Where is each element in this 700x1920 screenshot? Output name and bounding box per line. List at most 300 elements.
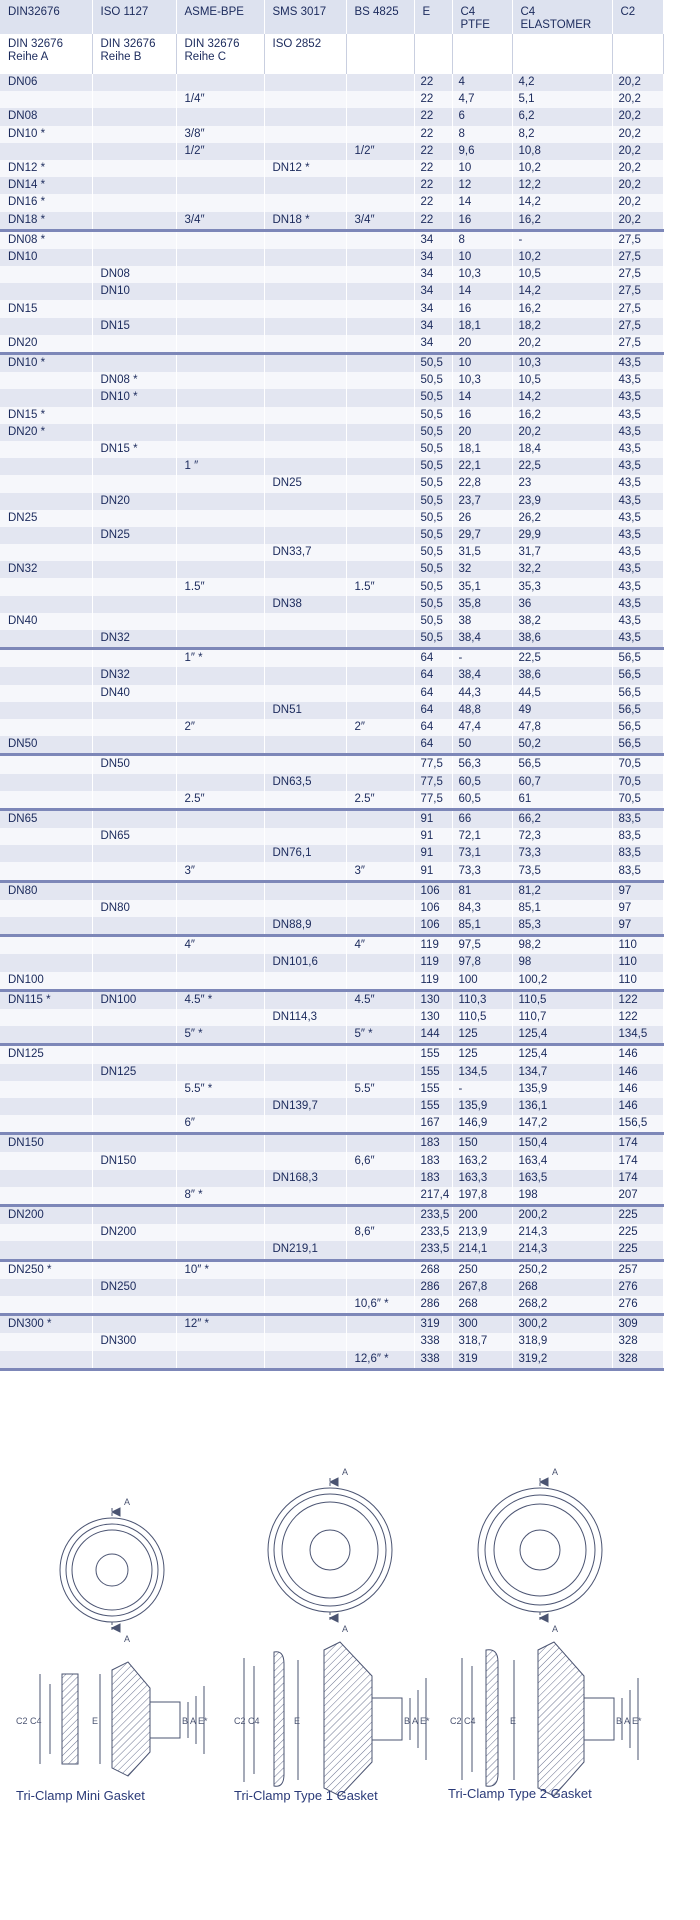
table-cell	[92, 126, 176, 143]
table-cell: DN65	[92, 828, 176, 845]
table-row	[0, 160, 663, 177]
table-cell: 144	[414, 1026, 452, 1045]
table-cell: 43,5	[612, 578, 663, 595]
table-cell: 119	[414, 936, 452, 955]
table-cell: 97	[612, 881, 663, 900]
table-cell	[0, 372, 92, 389]
table-cell	[176, 475, 264, 492]
table-cell: 3/4″	[346, 212, 414, 231]
table-cell: 8,2	[512, 126, 612, 143]
table-cell	[92, 143, 176, 160]
table-cell: 64	[414, 685, 452, 702]
table-cell	[0, 1009, 92, 1026]
table-cell: 214,1	[452, 1241, 512, 1260]
table-cell: DN150	[92, 1152, 176, 1169]
table-cell: 3″	[176, 862, 264, 881]
table-cell	[346, 441, 414, 458]
table-cell	[0, 1187, 92, 1206]
table-cell	[264, 266, 346, 283]
table-cell: 43,5	[612, 493, 663, 510]
table-cell: DN20 *	[0, 424, 92, 441]
table-row	[0, 1064, 663, 1081]
table-cell: 134,5	[452, 1064, 512, 1081]
table-cell: DN50	[92, 755, 176, 774]
table-cell	[346, 318, 414, 335]
table-cell	[264, 510, 346, 527]
table-cell: 97,5	[452, 936, 512, 955]
table-cell	[92, 1098, 176, 1115]
table-cell: 22	[414, 194, 452, 211]
table-cell: 22	[414, 126, 452, 143]
table-row	[0, 544, 663, 561]
table-cell: 83,5	[612, 845, 663, 862]
column-header: DIN 32676 Reihe C	[176, 34, 264, 74]
table-cell: 43,5	[612, 544, 663, 561]
table-cell: 20	[452, 424, 512, 441]
table-cell: 35,3	[512, 578, 612, 595]
table-cell: 10,2	[512, 249, 612, 266]
table-cell: 14	[452, 283, 512, 300]
table-cell	[264, 791, 346, 810]
table-row	[0, 649, 663, 668]
table-cell: 43,5	[612, 424, 663, 441]
table-row	[0, 407, 663, 424]
table-cell: 70,5	[612, 755, 663, 774]
table-cell	[346, 1115, 414, 1134]
table-cell	[176, 493, 264, 510]
table-cell: 110,7	[512, 1009, 612, 1026]
table-cell: 319	[414, 1315, 452, 1334]
table-cell	[264, 936, 346, 955]
table-cell: 44,3	[452, 685, 512, 702]
table-cell: 100,2	[512, 972, 612, 991]
table-cell: 50,5	[414, 407, 452, 424]
table-cell: 20,2	[612, 160, 663, 177]
table-cell: 27,5	[612, 300, 663, 317]
table-cell: 268	[452, 1296, 512, 1315]
table-cell	[92, 335, 176, 354]
table-cell: 3″	[346, 862, 414, 881]
table-cell: DN300	[92, 1333, 176, 1350]
table-cell: 214,3	[512, 1224, 612, 1241]
table-cell: 22	[414, 160, 452, 177]
table-cell: DN80	[0, 881, 92, 900]
table-cell: 119	[414, 972, 452, 991]
table-row	[0, 1170, 663, 1187]
table-cell: 43,5	[612, 354, 663, 373]
table-cell: 1 ″	[176, 458, 264, 475]
table-cell: DN40	[0, 613, 92, 630]
type2-gasket-top-view	[478, 1467, 602, 1634]
table-cell: 66,2	[512, 809, 612, 828]
table-cell	[346, 1315, 414, 1334]
table-cell: 60,5	[452, 791, 512, 810]
table-cell	[346, 1279, 414, 1296]
table-cell	[264, 1026, 346, 1045]
column-header: C2	[612, 0, 663, 34]
table-cell: DN08	[0, 108, 92, 125]
table-row	[0, 266, 663, 283]
table-cell: 174	[612, 1152, 663, 1169]
table-cell: 6,6″	[346, 1152, 414, 1169]
table-cell: 125	[452, 1026, 512, 1045]
table-cell	[264, 1333, 346, 1350]
table-row	[0, 1009, 663, 1026]
table-cell: 56,5	[612, 736, 663, 755]
table-cell: 110	[612, 972, 663, 991]
table-cell	[176, 1206, 264, 1225]
table-cell	[92, 1315, 176, 1334]
table-cell: 43,5	[612, 561, 663, 578]
table-cell	[264, 108, 346, 125]
table-cell: 98,2	[512, 936, 612, 955]
table-cell	[346, 160, 414, 177]
table-cell: 20,2	[612, 194, 663, 211]
table-cell: 174	[612, 1134, 663, 1153]
table-cell: 319,2	[512, 1351, 612, 1370]
table-cell	[92, 300, 176, 317]
table-cell	[264, 1296, 346, 1315]
table-cell	[92, 510, 176, 527]
table-cell	[346, 667, 414, 684]
table-cell	[346, 407, 414, 424]
table-cell: DN20	[92, 493, 176, 510]
table-cell: 233,5	[414, 1206, 452, 1225]
table-row	[0, 685, 663, 702]
table-cell: 10,3	[512, 354, 612, 373]
table-cell: 200,2	[512, 1206, 612, 1225]
table-cell	[346, 527, 414, 544]
table-cell: 8	[452, 230, 512, 249]
table-cell: 122	[612, 1009, 663, 1026]
dim-label-e-star: E*	[420, 1716, 430, 1726]
table-cell: 56,3	[452, 755, 512, 774]
table-row	[0, 510, 663, 527]
table-cell	[264, 1152, 346, 1169]
table-cell: 233,5	[414, 1241, 452, 1260]
table-cell	[346, 613, 414, 630]
table-cell: 12	[452, 177, 512, 194]
table-cell: DN10 *	[0, 354, 92, 373]
table-cell	[92, 177, 176, 194]
table-cell: 38,2	[512, 613, 612, 630]
table-row	[0, 613, 663, 630]
table-cell: 20,2	[612, 108, 663, 125]
table-cell	[92, 936, 176, 955]
table-cell: 47,4	[452, 719, 512, 736]
table-cell	[0, 667, 92, 684]
table-cell: 56,5	[512, 755, 612, 774]
table-cell: 97	[612, 917, 663, 936]
table-cell: 125,4	[512, 1045, 612, 1064]
table-cell	[0, 702, 92, 719]
table-row	[0, 1045, 663, 1064]
table-cell: DN32	[92, 630, 176, 649]
table-cell: 146	[612, 1081, 663, 1098]
table-cell	[176, 177, 264, 194]
table-cell	[176, 424, 264, 441]
table-cell	[264, 283, 346, 300]
table-cell	[264, 1260, 346, 1279]
table-row	[0, 791, 663, 810]
table-cell: 318,7	[452, 1333, 512, 1350]
table-cell	[176, 667, 264, 684]
table-cell	[346, 91, 414, 108]
table-cell: 2.5″	[346, 791, 414, 810]
table-cell: 6″	[176, 1115, 264, 1134]
table-cell: 4.5″	[346, 990, 414, 1009]
table-cell	[264, 972, 346, 991]
table-cell: 10	[452, 354, 512, 373]
table-cell: 61	[512, 791, 612, 810]
table-cell	[92, 1296, 176, 1315]
table-cell	[92, 407, 176, 424]
table-cell: DN200	[92, 1224, 176, 1241]
table-cell	[346, 230, 414, 249]
table-cell	[92, 736, 176, 755]
table-cell	[346, 177, 414, 194]
table-cell: DN88,9	[264, 917, 346, 936]
table-cell	[346, 544, 414, 561]
table-cell	[0, 1081, 92, 1098]
table-row	[0, 1081, 663, 1098]
dim-label-c4: C4	[248, 1716, 260, 1726]
table-cell	[176, 900, 264, 917]
table-cell: DN08 *	[0, 230, 92, 249]
table-cell	[92, 424, 176, 441]
table-cell	[176, 736, 264, 755]
table-cell	[0, 1296, 92, 1315]
table-row	[0, 143, 663, 160]
table-cell: 328	[612, 1351, 663, 1370]
table-cell: 22	[414, 212, 452, 231]
table-cell	[176, 881, 264, 900]
table-cell	[0, 1224, 92, 1241]
table-cell	[346, 917, 414, 936]
table-cell: 20,2	[612, 177, 663, 194]
table-cell: 97,8	[452, 954, 512, 971]
caption-type2-gasket: Tri-Clamp Type 2 Gasket	[448, 1786, 592, 1801]
table-cell	[176, 613, 264, 630]
table-cell	[176, 1296, 264, 1315]
table-cell: 43,5	[612, 441, 663, 458]
table-cell: 1.5″	[346, 578, 414, 595]
table-cell: 214,3	[512, 1241, 612, 1260]
table-row	[0, 458, 663, 475]
table-cell: 23,7	[452, 493, 512, 510]
table-cell: 23,9	[512, 493, 612, 510]
table-cell: 135,9	[452, 1098, 512, 1115]
table-cell	[0, 828, 92, 845]
table-cell	[346, 389, 414, 406]
table-cell: 34	[414, 318, 452, 335]
table-cell	[0, 774, 92, 791]
table-row	[0, 335, 663, 354]
table-cell: DN250	[92, 1279, 176, 1296]
table-cell	[176, 630, 264, 649]
table-cell: 23	[512, 475, 612, 492]
table-cell	[176, 230, 264, 249]
table-cell	[346, 249, 414, 266]
table-cell: DN250 *	[0, 1260, 92, 1279]
table-cell: 50,5	[414, 424, 452, 441]
table-cell: 18,1	[452, 441, 512, 458]
table-row	[0, 74, 663, 91]
table-row	[0, 212, 663, 231]
table-cell	[0, 1279, 92, 1296]
table-cell: 22	[414, 74, 452, 91]
table-cell: 183	[414, 1134, 452, 1153]
table-cell	[346, 493, 414, 510]
table-cell	[264, 1045, 346, 1064]
table-cell: 217,4	[414, 1187, 452, 1206]
table-cell: 276	[612, 1279, 663, 1296]
table-cell: 10,5	[512, 372, 612, 389]
table-cell	[264, 900, 346, 917]
table-cell: 150	[452, 1134, 512, 1153]
table-cell: 34	[414, 335, 452, 354]
table-cell	[176, 354, 264, 373]
table-cell: 43,5	[612, 596, 663, 613]
table-cell: 207	[612, 1187, 663, 1206]
table-cell	[264, 177, 346, 194]
table-cell	[176, 1152, 264, 1169]
table-cell: 14,2	[512, 194, 612, 211]
table-cell	[264, 990, 346, 1009]
table-cell	[176, 372, 264, 389]
table-cell	[0, 719, 92, 736]
table-cell: 1.5″	[176, 578, 264, 595]
table-cell: 155	[414, 1064, 452, 1081]
table-cell	[176, 441, 264, 458]
table-cell	[92, 613, 176, 630]
table-cell: 286	[414, 1296, 452, 1315]
table-cell	[176, 809, 264, 828]
caption-mini-gasket: Tri-Clamp Mini Gasket	[16, 1788, 145, 1803]
table-cell: 49	[512, 702, 612, 719]
table-row	[0, 318, 663, 335]
table-cell: 44,5	[512, 685, 612, 702]
table-cell: 31,5	[452, 544, 512, 561]
table-cell: 50,5	[414, 510, 452, 527]
table-cell: DN10	[92, 283, 176, 300]
table-cell: 50,5	[414, 372, 452, 389]
table-cell: 56,5	[612, 702, 663, 719]
table-cell: 64	[414, 702, 452, 719]
table-cell: 22,1	[452, 458, 512, 475]
table-cell: 77,5	[414, 791, 452, 810]
table-cell	[92, 809, 176, 828]
table-cell: 8	[452, 126, 512, 143]
table-cell	[176, 527, 264, 544]
table-cell: 276	[612, 1296, 663, 1315]
type1-gasket-top-view	[268, 1467, 392, 1634]
table-cell: DN300 *	[0, 1315, 92, 1334]
table-cell	[264, 1206, 346, 1225]
table-cell	[264, 441, 346, 458]
table-cell	[0, 578, 92, 595]
table-cell	[346, 475, 414, 492]
table-cell	[92, 578, 176, 595]
section-label: A	[552, 1624, 559, 1634]
table-cell	[346, 630, 414, 649]
table-cell: 14	[452, 389, 512, 406]
table-cell: DN100	[92, 990, 176, 1009]
table-cell	[264, 613, 346, 630]
table-cell: 32,2	[512, 561, 612, 578]
table-cell: 27,5	[612, 230, 663, 249]
table-cell: 34	[414, 283, 452, 300]
table-cell: 16,2	[512, 407, 612, 424]
column-header	[414, 34, 452, 74]
table-cell: 56,5	[612, 719, 663, 736]
table-row	[0, 493, 663, 510]
table-cell: 268	[512, 1279, 612, 1296]
table-cell	[92, 1187, 176, 1206]
table-row	[0, 389, 663, 406]
table-cell: 8″ *	[176, 1187, 264, 1206]
table-cell: 16,2	[512, 212, 612, 231]
table-cell	[264, 143, 346, 160]
table-row	[0, 441, 663, 458]
table-cell: DN101,6	[264, 954, 346, 971]
table-cell: 50,5	[414, 561, 452, 578]
table-cell: 338	[414, 1351, 452, 1370]
table-cell: DN40	[92, 685, 176, 702]
table-cell: 34	[414, 266, 452, 283]
table-cell	[0, 900, 92, 917]
table-cell: 22	[414, 108, 452, 125]
table-cell: 35,1	[452, 578, 512, 595]
table-cell	[264, 249, 346, 266]
header-row-series	[0, 34, 663, 74]
table-row	[0, 990, 663, 1009]
table-cell	[264, 91, 346, 108]
table-row	[0, 719, 663, 736]
table-cell	[92, 1351, 176, 1370]
table-cell: DN20	[0, 335, 92, 354]
table-cell: 48,8	[452, 702, 512, 719]
table-cell: DN38	[264, 596, 346, 613]
table-cell: 22,5	[512, 649, 612, 668]
table-cell: 70,5	[612, 774, 663, 791]
table-cell: DN08 *	[92, 372, 176, 389]
table-cell	[346, 900, 414, 917]
table-cell	[346, 702, 414, 719]
table-cell	[92, 194, 176, 211]
table-cell: 43,5	[612, 458, 663, 475]
table-cell	[0, 1115, 92, 1134]
table-cell: 198	[512, 1187, 612, 1206]
table-cell: 10	[452, 249, 512, 266]
table-cell: 8,6″	[346, 1224, 414, 1241]
table-cell: 50,5	[414, 630, 452, 649]
table-cell: DN115 *	[0, 990, 92, 1009]
table-cell: DN114,3	[264, 1009, 346, 1026]
table-cell	[92, 544, 176, 561]
table-row	[0, 126, 663, 143]
dim-label-b: B	[182, 1716, 189, 1726]
table-cell	[92, 212, 176, 231]
table-cell: 18,4	[512, 441, 612, 458]
table-cell: DN08	[92, 266, 176, 283]
table-cell	[92, 1009, 176, 1026]
table-cell	[176, 249, 264, 266]
table-cell: 22,8	[452, 475, 512, 492]
table-cell	[264, 1081, 346, 1098]
table-cell: DN125	[0, 1045, 92, 1064]
table-cell	[264, 881, 346, 900]
